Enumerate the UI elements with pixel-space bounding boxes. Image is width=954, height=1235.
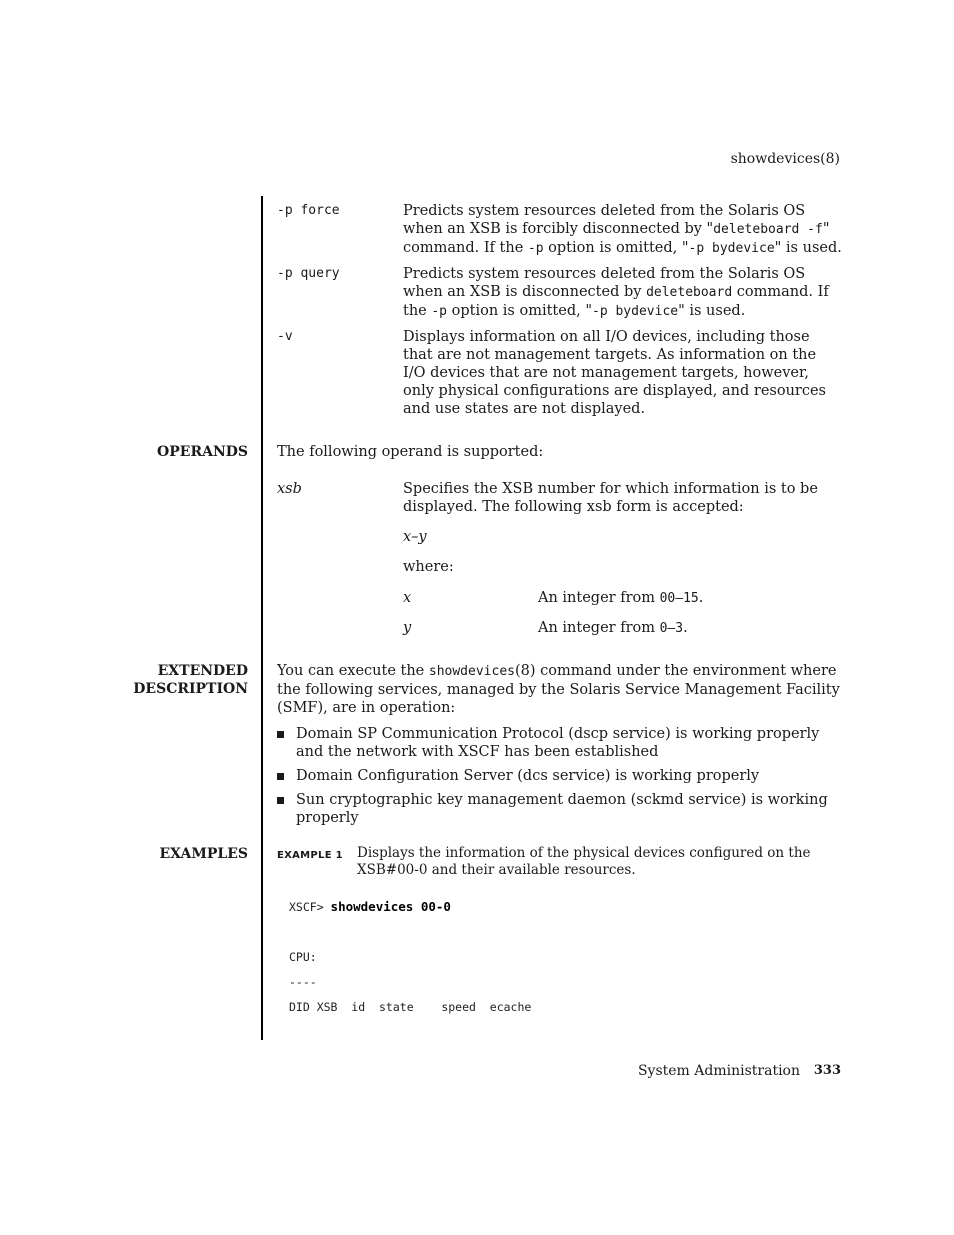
code-output-line: DID XSB id state speed ecache: [289, 1000, 532, 1014]
operand-var-y-desc: [538, 619, 688, 638]
inline-code: deleteboard: [646, 285, 733, 300]
code-prompt: XSCF>: [289, 900, 331, 914]
section-heading-operands: OPERANDS: [157, 444, 248, 460]
list-item-text: Domain Configuration Server (dcs service) is working properly: [296, 768, 760, 784]
code-command-line: [289, 898, 451, 916]
desc-text: " command. If the: [403, 221, 830, 256]
code-output-line: CPU:: [289, 950, 317, 964]
option-desc-v: Displays information on all I/O devices, including those that are not management targets. As information on the I/O devices that are not management targets, however, only physical configurations are displayed, and resources and use states are not displayed.: [403, 329, 826, 417]
bullet-square-icon: [277, 731, 284, 738]
operand-desc-xsb: Specifies the XSB number for which information is to be displayed. The following xsb form is accepted:: [403, 481, 818, 515]
option-term-p-query: -p query: [277, 266, 340, 281]
running-header: showdevices(8): [730, 151, 840, 167]
operand-where: where:: [403, 559, 454, 575]
operands-intro: The following operand is supported:: [277, 444, 544, 460]
example-desc: Displays the information of the physical devices configured on the XSB#00-0 and their available resources.: [357, 845, 811, 878]
inline-code: -p: [431, 304, 448, 319]
section-heading-examples: EXAMPLES: [159, 846, 248, 862]
page-number: 333: [813, 1063, 841, 1078]
extended-intro: [277, 662, 843, 717]
desc-text: " is used.: [678, 303, 746, 319]
operand-term-xsb: xsb: [277, 481, 302, 497]
inline-code: 0–3: [659, 621, 684, 636]
list-item: [277, 767, 843, 785]
list-item: [277, 725, 843, 761]
desc-text: .: [683, 620, 688, 636]
bullet-square-icon: [277, 797, 284, 804]
footer-title: System Administration: [637, 1063, 800, 1079]
desc-text: .: [698, 590, 704, 606]
option-term-v: -v: [277, 329, 293, 344]
heading-line: EXTENDED: [157, 663, 248, 679]
desc-text: option is omitted, ": [543, 240, 689, 256]
section-heading-extended-description: [133, 662, 248, 698]
desc-text: You can execute the: [277, 663, 429, 679]
inline-code: -p: [527, 241, 544, 256]
inline-code: -p bydevice: [592, 304, 679, 319]
inline-code: 00–15: [659, 591, 699, 606]
desc-text: option is omitted, ": [447, 303, 592, 319]
option-term-p-force: -p force: [277, 203, 340, 218]
desc-text: command. If the: [403, 284, 829, 319]
inline-code: deleteboard -f: [713, 222, 823, 237]
list-item-text: Domain SP Communication Protocol (dscp service) is working properly and the network with XSCF has been established: [296, 726, 820, 760]
code-command: showdevices 00-0: [330, 899, 451, 914]
desc-text: An integer from: [538, 590, 660, 606]
bullet-square-icon: [277, 773, 284, 780]
inline-code: showdevices: [428, 664, 515, 679]
option-desc-p-force: [403, 202, 843, 258]
desc-text: (8) command under the environment where the following services, managed by the Solaris Service Management Facility (SMF), are in operation:: [277, 663, 840, 716]
heading-line: DESCRIPTION: [133, 681, 248, 697]
operand-var-x: x: [403, 590, 412, 606]
operand-var-x-desc: [538, 589, 703, 608]
inline-code: -p bydevice: [688, 241, 775, 256]
section-rule: [261, 196, 263, 1040]
list-item-text: Sun cryptographic key management daemon (sckmd service) is working properly: [296, 792, 828, 826]
desc-text: An integer from: [538, 620, 660, 636]
example-label: EXAMPLE 1: [277, 850, 343, 861]
desc-text: Predicts system resources deleted from the Solaris OS when an XSB is forcibly disconnected by ": [403, 203, 806, 237]
code-output-line: ----: [289, 975, 317, 989]
desc-text: " is used.: [774, 240, 842, 256]
desc-text: Predicts system resources deleted from the Solaris OS when an XSB is disconnected by: [403, 266, 806, 300]
list-item: [277, 791, 843, 827]
option-desc-p-query: [403, 265, 843, 321]
operand-form: x–y: [403, 529, 427, 545]
operand-var-y: y: [403, 620, 412, 636]
